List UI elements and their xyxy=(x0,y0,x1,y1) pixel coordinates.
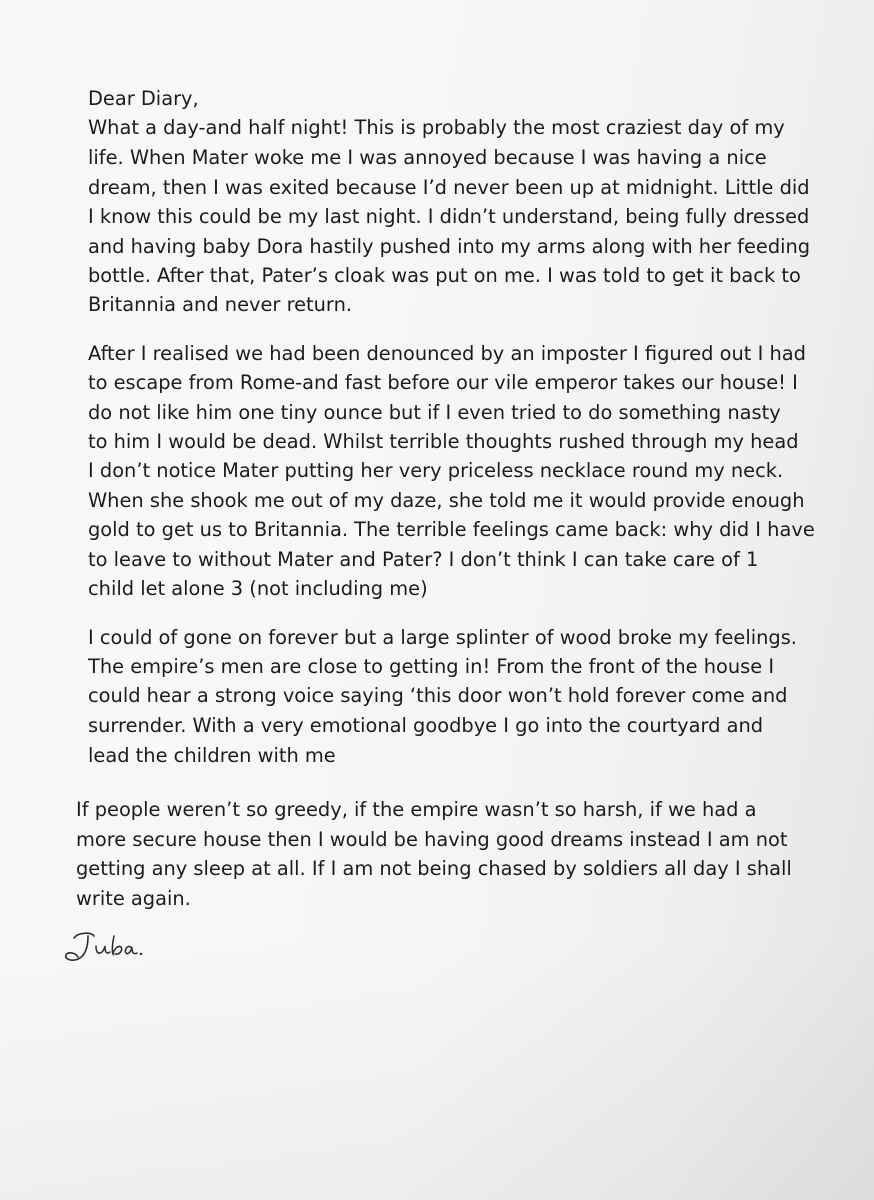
text-line: do not like him one tiny ounce but if I even tried to do something nasty xyxy=(88,401,781,424)
text-line: getting any sleep at all. If I am not being chased by soldiers all day I shall xyxy=(76,857,792,880)
salutation: Dear Diary, xyxy=(88,87,199,110)
text-line: bottle. After that, Pater’s cloak was put on me. I was told to get it back to xyxy=(88,264,801,287)
text-line: Britannia and never return. xyxy=(88,293,353,316)
handwritten-signature xyxy=(60,924,170,968)
text-line: dream, then I was exited because I’d never been up at midnight. Little did xyxy=(88,176,810,199)
text-line: When she shook me out of my daze, she told me it would provide enough xyxy=(88,489,805,512)
text-line: After I realised we had been denounced by an imposter I figured out I had xyxy=(88,342,806,365)
text-line: life. When Mater woke me I was annoyed because I was having a nice xyxy=(88,146,767,169)
text-line: I don’t notice Mater putting her very priceless necklace round my neck. xyxy=(88,459,784,482)
text-line: to leave to without Mater and Pater? I don’t think I can take care of 1 xyxy=(88,548,759,571)
text-line: more secure house then I would be having good dreams instead I am not xyxy=(76,828,788,851)
text-line: What a day-and half night! This is probably the most craziest day of my xyxy=(88,116,785,139)
text-line: If people weren’t so greedy, if the empire wasn’t so harsh, if we had a xyxy=(76,798,757,821)
text-line: I know this could be my last night. I didn’t understand, being fully dressed xyxy=(88,205,810,228)
text-line: lead the children with me xyxy=(88,744,336,767)
text-line: child let alone 3 (not including me) xyxy=(88,577,428,600)
text-line: The empire’s men are close to getting in! From the front of the house I xyxy=(88,655,775,678)
text-line: and having baby Dora hastily pushed into my arms along with her feeding xyxy=(88,235,811,258)
text-line: write again. xyxy=(76,887,191,910)
text-line: to him I would be dead. Whilst terrible thoughts rushed through my head xyxy=(88,430,799,453)
text-line: I could of gone on forever but a large splinter of wood broke my feelings. xyxy=(88,626,797,649)
text-line: gold to get us to Britannia. The terrible feelings came back: why did I have xyxy=(88,518,815,541)
text-line: to escape from Rome-and fast before our vile emperor takes our house! I xyxy=(88,371,798,394)
text-line: could hear a strong voice saying ‘this door won’t hold forever come and xyxy=(88,684,788,707)
text-line: surrender. With a very emotional goodbye I go into the courtyard and xyxy=(88,714,764,737)
